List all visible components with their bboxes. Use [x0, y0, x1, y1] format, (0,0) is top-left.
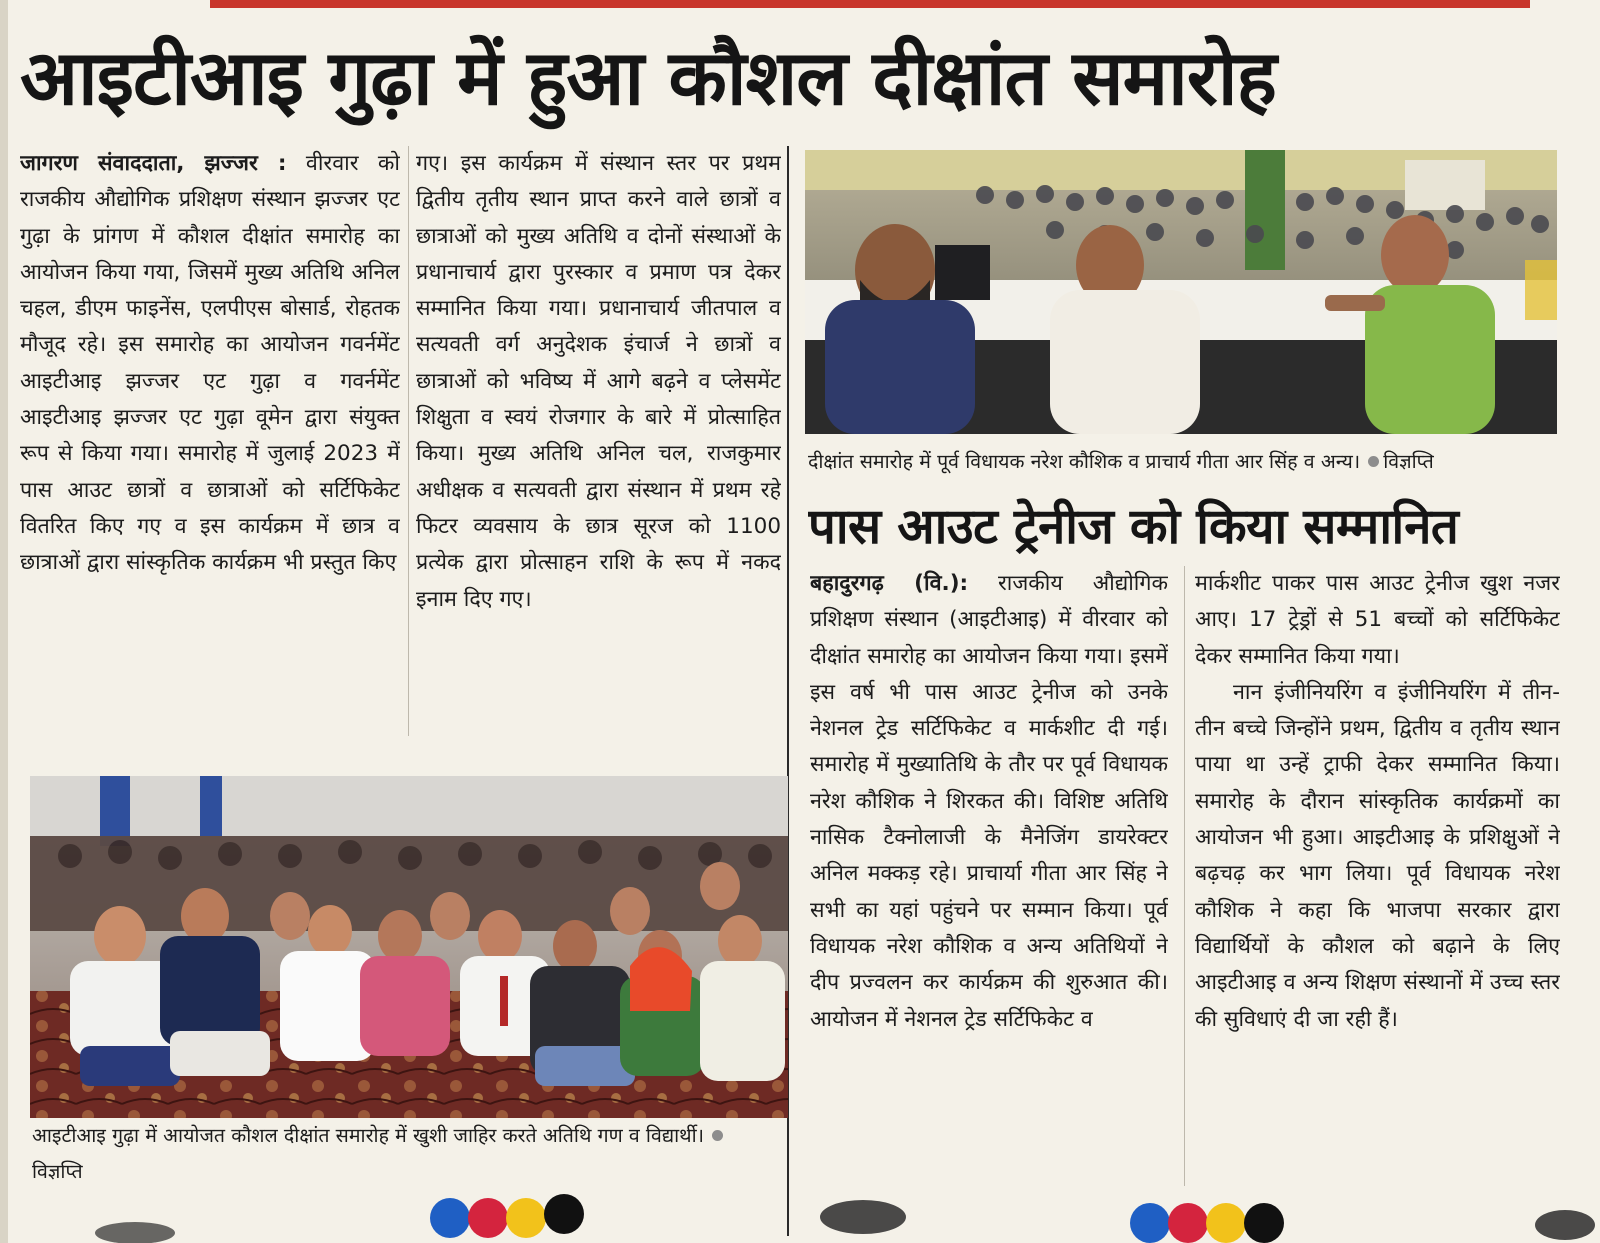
- register-mark-magenta: [1168, 1203, 1208, 1243]
- article2-column-1: [810, 566, 1168, 1196]
- ink-blot: [95, 1222, 175, 1243]
- article2-body-para2: नान इंजीनियरिंग व इंजीनियरिंग में तीन-तीन बच्चे जिन्होंने प्रथम, द्वितीय व तृतीय स्थान पाया था उन्हें ट्राफी देकर सम्मानित किया। समारोह के दौरान सांस्कृतिक कार्यक्रमों का आयोजन भी हुआ। आइटीआइ के प्रशिक्षुओं ने बढ़चढ़ कर भाग लिया। पूर्व विधायक नरेश कौशिक ने कहा कि भाजपा सरकार द्वारा विद्यार्थियों के कौशल को बढ़ाने के लिए आइटीआइ व अन्य शिक्षण संस्थानों में उच्च स्तर की सुविधाएं दी जा रही हैं।: [1195, 679, 1560, 1032]
- credit-bullet-icon: [712, 1130, 723, 1141]
- article1-column-1: [20, 146, 400, 746]
- article1-byline: जागरण संवाददाता, झज्जर :: [20, 151, 287, 176]
- ceremony-stage-photo-image: [805, 150, 1557, 434]
- group-photo-credit: विज्ञप्ति: [32, 1160, 83, 1183]
- article2-headline: पास आउट ट्रेनीज को किया सम्मानित: [808, 498, 1459, 555]
- article1-column-2: [416, 146, 781, 746]
- article2-column-2: [1195, 566, 1560, 1196]
- article2-byline: बहादुरगढ़ (वि.):: [810, 571, 969, 596]
- article1-body-col1: वीरवार को राजकीय औद्योगिक प्रशिक्षण संस्थान झज्जर एट गुढ़ा के प्रांगण में कौशल दीक्षांत समारोह का आयोजन किया गया, जिसमें मुख्य अतिथि अनिल चहल, डीएम फाइनेंस, एलपीएस बोसार्ड, रोहतक मौजूद रहे। इस समारोह का आयोजन गवर्नमेंट आइटीआइ झज्जर एट गुढ़ा व गवर्नमेंट आइटीआइ झज्जर एट गुढ़ा वूमेन द्वारा संयुक्त रूप से किया गया। समारोह में जुलाई 2023 में पास आउट छात्रों व छात्राओं को सर्टिफिकेट वितरित किए गए व इस कार्यक्रम में छात्र व छात्राओं द्वारा सांस्कृतिक कार्यक्रम भी प्रस्तुत किए: [20, 151, 400, 576]
- ceremony-photo-caption: [808, 444, 1568, 482]
- register-mark-yellow: [506, 1198, 546, 1238]
- ceremony-photo-credit: विज्ञप्ति: [1383, 450, 1434, 473]
- ink-blot: [820, 1200, 906, 1234]
- article2-body-col1: राजकीय औद्योगिक प्रशिक्षण संस्थान (आइटीआइ) में वीरवार को दीक्षांत समारोह का आयोजन किया गया। इसमें इस वर्ष भी पास आउट ट्रेनीज को उनके नेशनल ट्रेड सर्टिफिकेट व मार्कशीट दी गई। समारोह में मुख्यातिथि के तौर पर पूर्व विधायक नरेश कौशिक ने शिरकत की। विशिष्ट अतिथि नासिक टैक्नोलाजी के मैनेजिंग डायरेक्टर अनिल मक्कड़ रहे। प्राचार्या गीता आर सिंह ने सभी का यहां पहुंचने पर सम्मान किया। पूर्व विधायक नरेश कौशिक व अन्य अतिथियों ने दीप प्रज्वलन कर कार्यक्रम की शुरुआत की। आयोजन में नेशनल ट्रेड सर्टिफिकेट व: [810, 571, 1168, 1032]
- group-photo-image: [30, 776, 788, 1118]
- group-photo-caption-text: आइटीआइ गुढ़ा में आयोजत कौशल दीक्षांत समारोह में खुशी जाहिर करते अतिथि गण व विद्यार्थी।: [32, 1124, 705, 1147]
- register-mark-yellow: [1206, 1203, 1246, 1243]
- ceremony-stage-photo: [805, 150, 1557, 434]
- register-mark-magenta: [468, 1198, 508, 1238]
- article1-body-col2: गए। इस कार्यक्रम में संस्थान स्तर पर प्रथम द्वितीय तृतीय स्थान प्राप्त करने वाले छात्रों व छात्राओं को मुख्य अतिथि व दोनों संस्थाओं के प्रधानाचार्य द्वारा पुरस्कार व प्रमाण पत्र देकर सम्मानित किया गया। प्रधानाचार्य जीतपाल व सत्यवती वर्ग अनुदेशक इंचार्ज ने छात्रों व छात्राओं को भविष्य में आगे बढ़ने व प्लेसमेंट शिक्षुता व स्वयं रोजगार के बारे में प्रोत्साहित किया। मुख्य अतिथि अनिल चल, राजकुमार अधीक्षक व सत्यवती द्वारा संस्थान में प्रथम रहे फिटर व्यवसाय के छात्र सूरज को 1100 प्रत्येक द्वारा प्रोत्साहन राशि के रूप में नकद इनाम दिए गए।: [416, 151, 781, 612]
- group-photo: [30, 776, 788, 1118]
- register-mark-cyan: [1130, 1203, 1170, 1243]
- article2-body-para1: मार्कशीट पाकर पास आउट ट्रेनीज खुश नजर आए। 17 ट्रेड्रों से 51 बच्चों को सर्टिफिकेट देकर सम्मानित किया गया।: [1195, 571, 1560, 669]
- top-red-rule: [210, 0, 1530, 8]
- column-divider: [408, 146, 409, 736]
- register-mark-cyan: [430, 1198, 470, 1238]
- page-edge: [0, 0, 8, 1243]
- register-mark-black: [544, 1194, 584, 1234]
- credit-bullet-icon: [1368, 456, 1379, 467]
- ceremony-photo-caption-text: दीक्षांत समारोह में पूर्व विधायक नरेश कौशिक व प्राचार्य गीता आर सिंह व अन्य।: [808, 450, 1361, 473]
- register-mark-black: [1244, 1203, 1284, 1243]
- article1-headline: आइटीआइ गुढ़ा में हुआ कौशल दीक्षांत समारोह: [20, 33, 1276, 122]
- column-divider: [1184, 566, 1185, 1186]
- group-photo-caption: [32, 1118, 772, 1196]
- ink-blot: [1535, 1210, 1595, 1240]
